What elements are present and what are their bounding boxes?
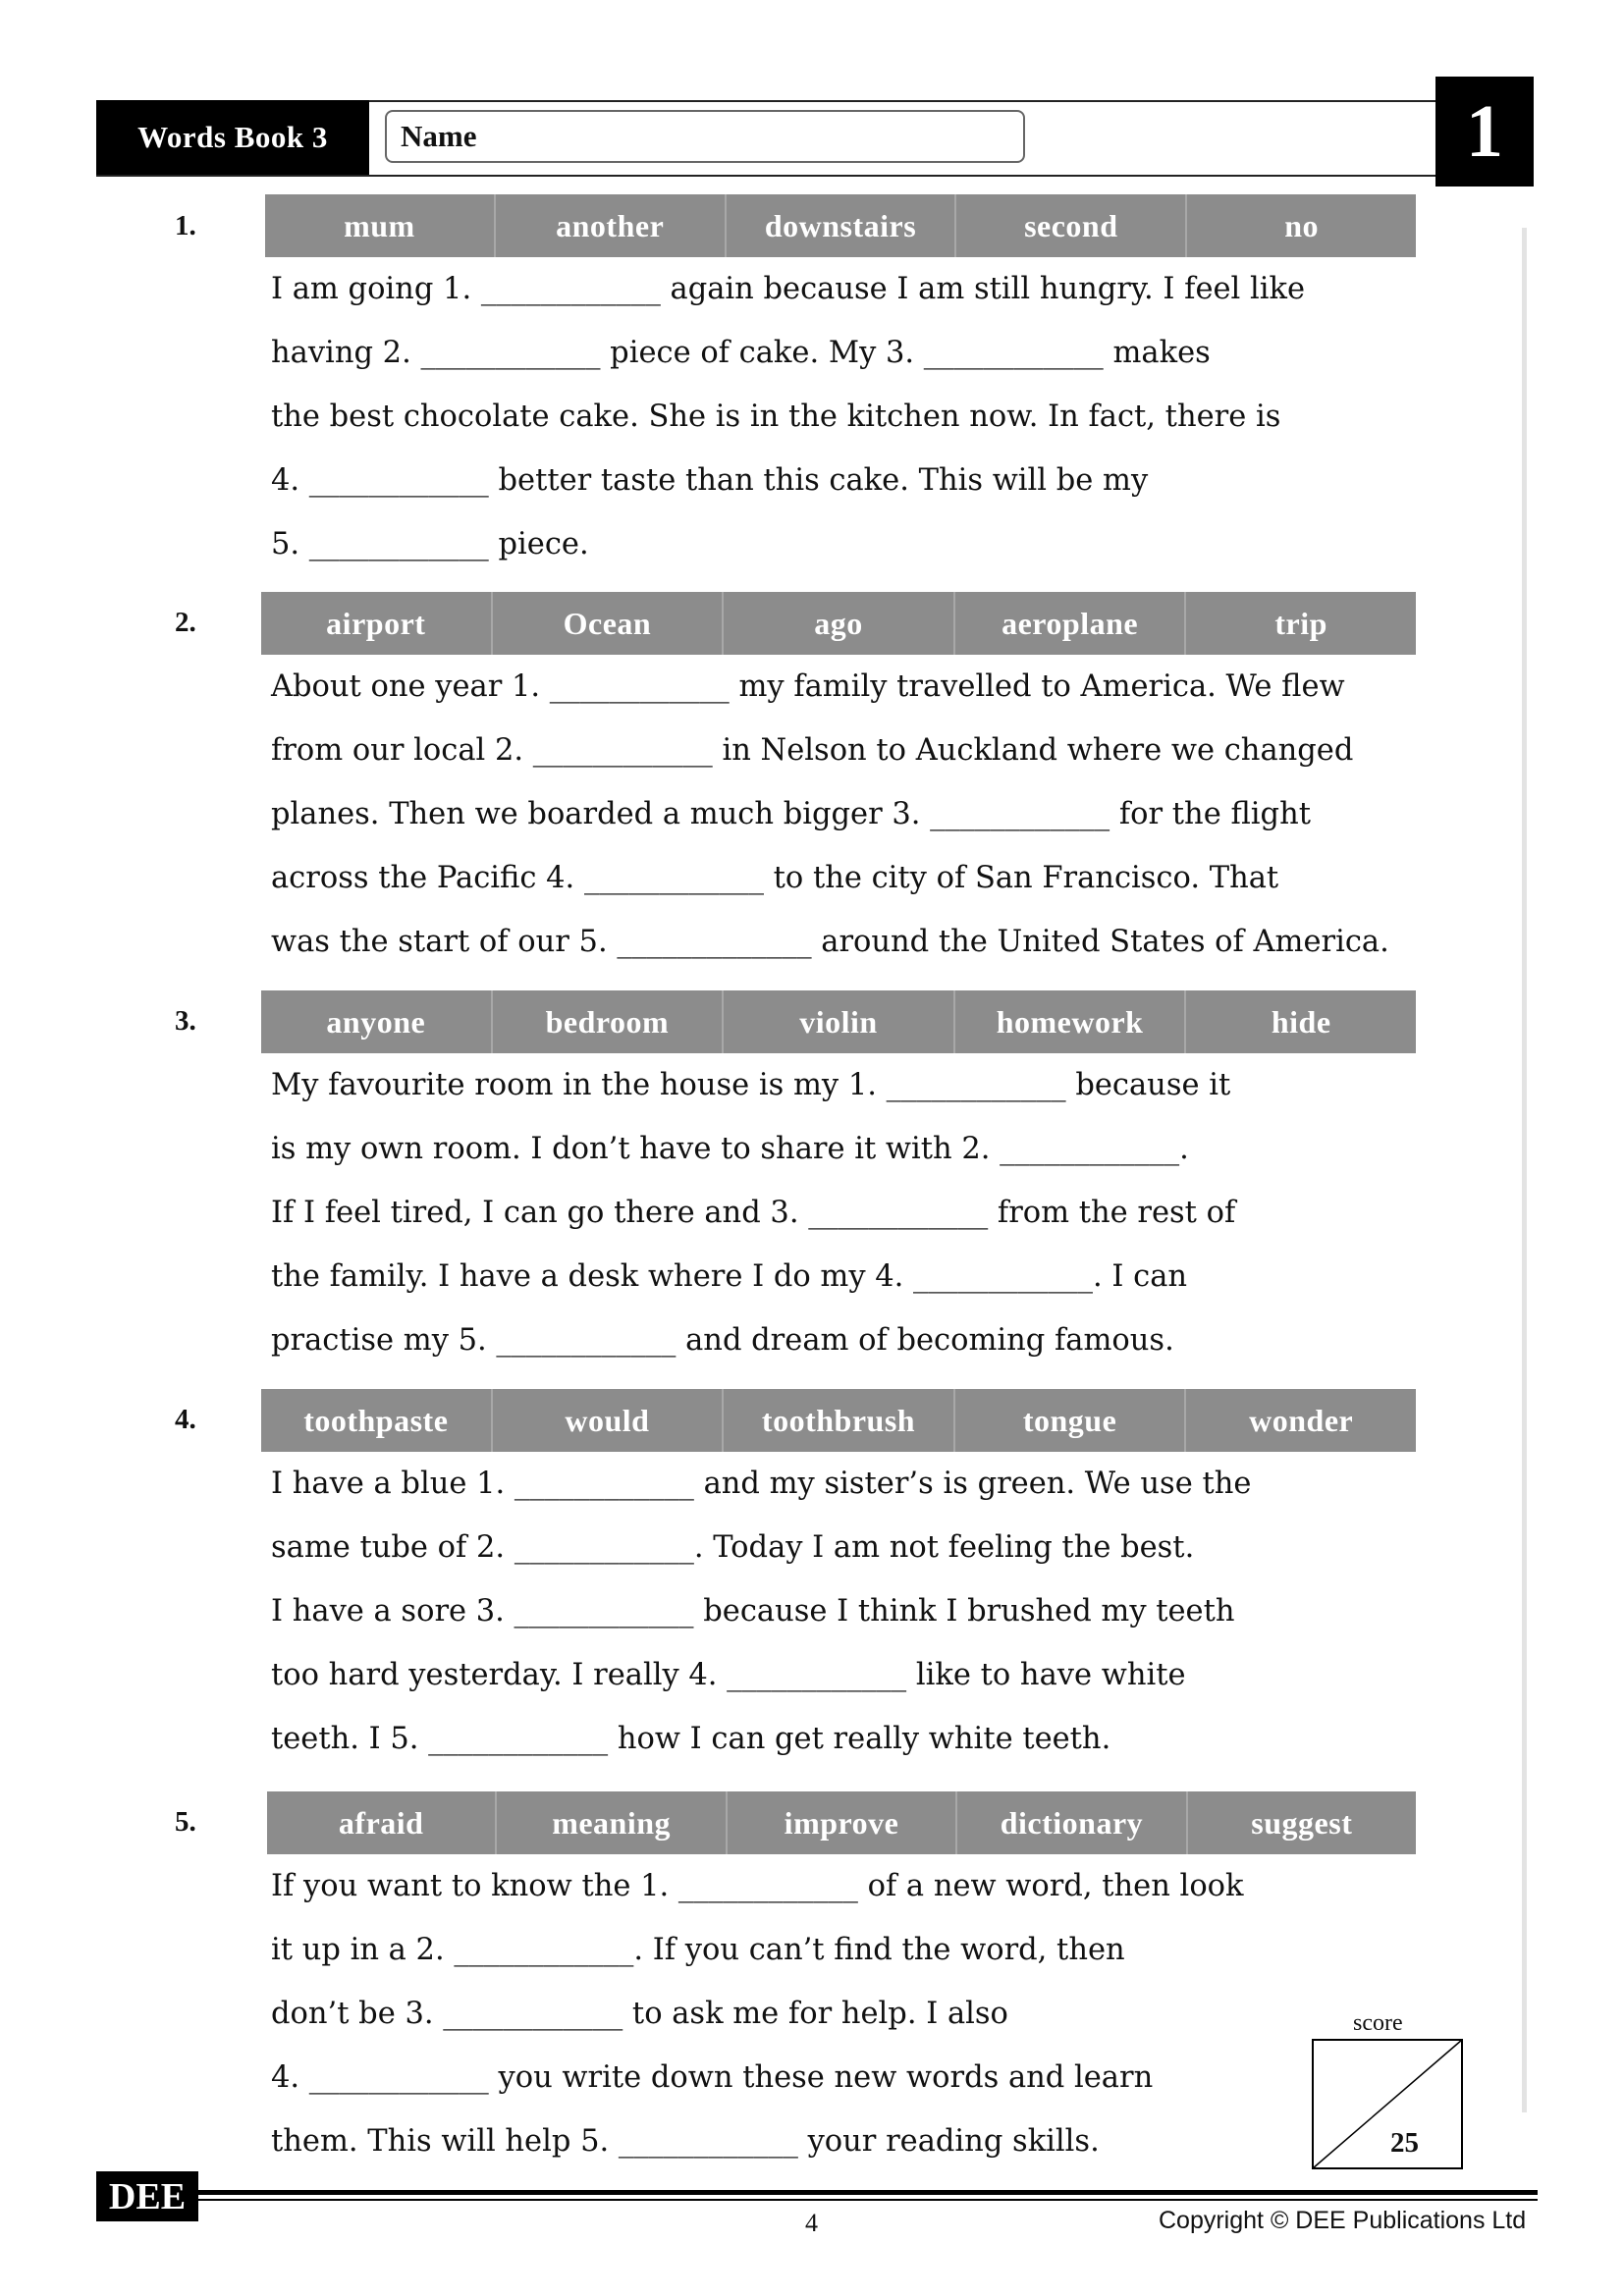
- passage-line: If I feel tired, I can go there and 3. ____________ from the rest of: [271, 1196, 1236, 1230]
- cloze-passage: [271, 1053, 1235, 1372]
- passage-line: About one year 1. ____________ my family travelled to America. We flew: [271, 669, 1345, 704]
- passage-line: across the Pacific 4. ____________ to the city of San Francisco. That: [271, 861, 1279, 895]
- exercise-number: 2.: [175, 607, 196, 638]
- passage-line: was the start of our 5. _____________ around the United States of America.: [271, 925, 1389, 959]
- word-bank-item: wonder: [1249, 1402, 1354, 1438]
- word-bank-item: tongue: [955, 1389, 1187, 1452]
- word-bank: [261, 592, 1416, 655]
- passage-line: If you want to know the 1. ____________ of a new word, then look: [271, 1869, 1244, 1903]
- cloze-passage: [271, 1452, 1251, 1771]
- passage-line: I have a sore 3. ____________ because I think I brushed my teeth: [271, 1594, 1235, 1629]
- passage-line: I have a blue 1. ____________ and my sister’s is green. We use the: [271, 1467, 1252, 1501]
- passage-line: the family. I have a desk where I do my 4. ____________. I can: [271, 1259, 1188, 1294]
- passage-line: teeth. I 5. ____________ how I can get really white teeth.: [271, 1722, 1111, 1756]
- passage-line: My favourite room in the house is my 1. ____________ because it: [271, 1068, 1231, 1102]
- word-bank-item: no: [1284, 207, 1319, 243]
- word-bank-item: suggest: [1251, 1804, 1353, 1841]
- dee-logo: DEE: [96, 2171, 198, 2221]
- word-bank-item: afraid: [267, 1791, 497, 1854]
- word-bank-item: dictionary: [957, 1791, 1187, 1854]
- word-bank-item: another: [496, 194, 727, 257]
- word-bank-item: hide: [1271, 1003, 1331, 1040]
- passage-line: having 2. ____________ piece of cake. My 3. ____________ makes: [271, 336, 1211, 370]
- word-bank-item: meaning: [497, 1791, 727, 1854]
- word-bank-item: violin: [724, 990, 955, 1053]
- passage-line: it up in a 2. ____________. If you can’t find the word, then: [271, 1933, 1125, 1967]
- exercise-number: 5.: [175, 1806, 196, 1838]
- word-bank-item: improve: [728, 1791, 957, 1854]
- passage-line: practise my 5. ____________ and dream of becoming famous.: [271, 1323, 1174, 1358]
- score-box[interactable]: [1312, 2039, 1463, 2169]
- word-bank-item: downstairs: [727, 194, 957, 257]
- word-bank-item: toothpaste: [261, 1389, 493, 1452]
- footer-rule: [187, 2190, 1538, 2195]
- cloze-passage: [271, 655, 1389, 974]
- word-bank-item: would: [493, 1389, 725, 1452]
- word-bank-item: airport: [261, 592, 493, 655]
- word-bank-item: ago: [724, 592, 955, 655]
- word-bank-item: aeroplane: [955, 592, 1187, 655]
- name-field[interactable]: Name: [385, 110, 1025, 163]
- word-bank-item: trip: [1274, 605, 1327, 641]
- word-bank-item: Ocean: [493, 592, 725, 655]
- footer-rule-thin: [187, 2199, 1538, 2201]
- passage-line: 5. ____________ piece.: [271, 527, 589, 561]
- passage-line: 4. ____________ you write down these new words and learn: [271, 2060, 1154, 2095]
- passage-line: 4. ____________ better taste than this cake. This will be my: [271, 463, 1149, 498]
- footer-page-number: 4: [805, 2209, 818, 2237]
- word-bank-item: toothbrush: [724, 1389, 955, 1452]
- word-bank: [267, 1791, 1416, 1854]
- passage-line: the best chocolate cake. She is in the kitchen now. In fact, there is: [271, 400, 1281, 434]
- word-bank-item: mum: [265, 194, 496, 257]
- score-label: score: [1353, 2010, 1403, 2036]
- passage-line: is my own room. I don’t have to share it with 2. ____________.: [271, 1132, 1189, 1166]
- exercise-number: 4.: [175, 1404, 196, 1435]
- word-bank-item: homework: [955, 990, 1187, 1053]
- word-bank-item: bedroom: [493, 990, 725, 1053]
- worksheet-number: 1: [1435, 77, 1534, 187]
- exercise-number: 3.: [175, 1005, 196, 1037]
- passage-line: don’t be 3. ____________ to ask me for help. I also: [271, 1997, 1008, 2031]
- exercise-number: 1.: [175, 210, 196, 241]
- book-label: Words Book 3: [96, 100, 369, 175]
- copyright-notice: Copyright © DEE Publications Ltd: [1159, 2207, 1527, 2234]
- passage-line: same tube of 2. ____________. Today I am not feeling the best.: [271, 1530, 1195, 1565]
- word-bank: [261, 1389, 1416, 1452]
- score-total: 25: [1390, 2127, 1419, 2159]
- passage-line: too hard yesterday. I really 4. ____________ like to have white: [271, 1658, 1186, 1692]
- passage-line: planes. Then we boarded a much bigger 3. ____________ for the flight: [271, 797, 1311, 831]
- passage-line: I am going 1. ____________ again because I am still hungry. I feel like: [271, 272, 1306, 306]
- word-bank: [261, 990, 1416, 1053]
- word-bank-item: second: [956, 194, 1187, 257]
- passage-line: them. This will help 5. ____________ your reading skills.: [271, 2124, 1100, 2159]
- word-bank: [265, 194, 1416, 257]
- cloze-passage: [271, 1854, 1244, 2173]
- passage-line: from our local 2. ____________ in Nelson to Auckland where we changed: [271, 733, 1354, 768]
- word-bank-item: anyone: [261, 990, 493, 1053]
- side-divider: [1522, 228, 1527, 2112]
- cloze-passage: [271, 257, 1305, 576]
